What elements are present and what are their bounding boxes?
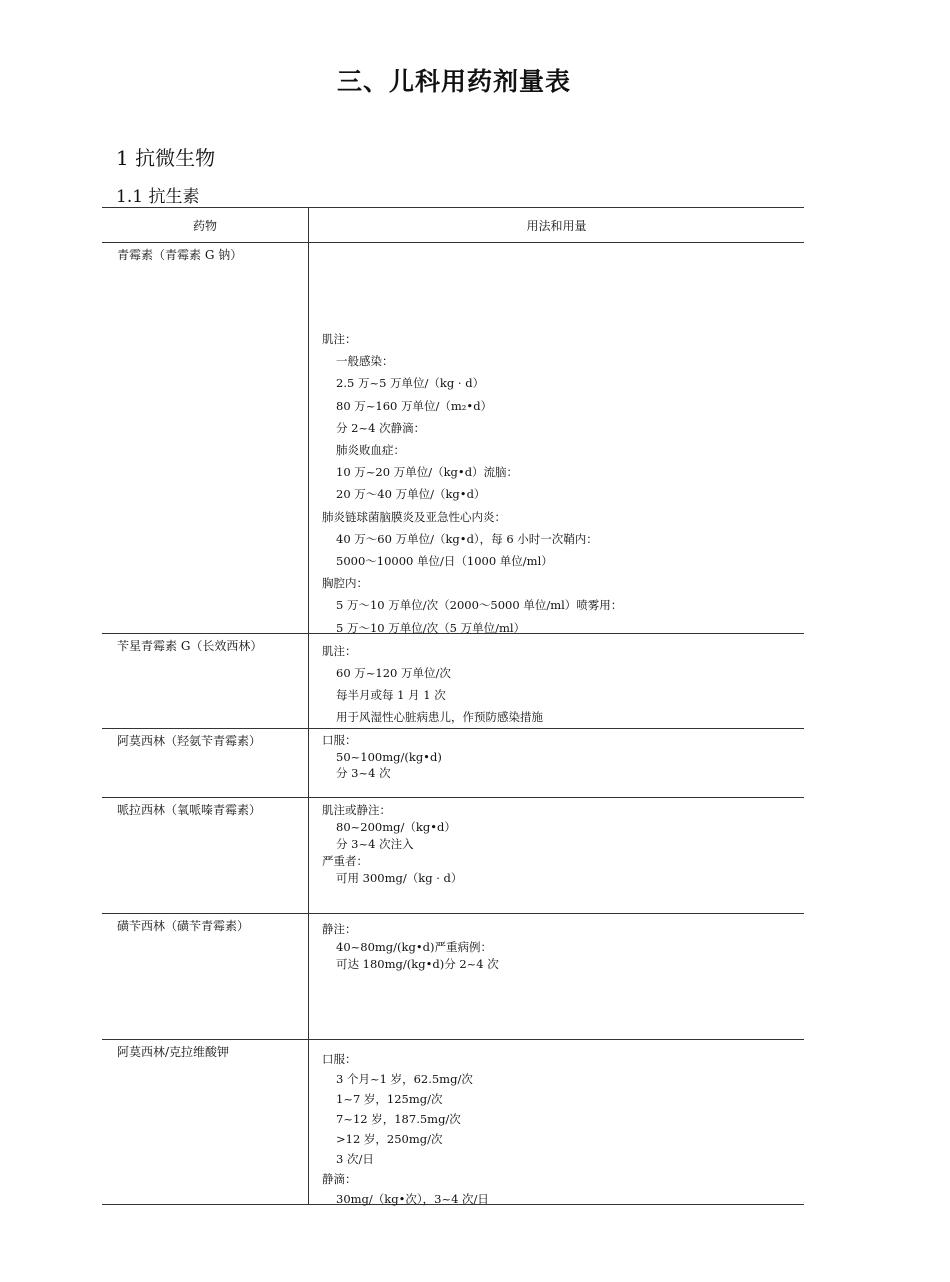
- usage-line: 80 万~160 万单位/（m₂•d）: [336, 398, 493, 413]
- usage-line: 40 万～60 万单位/（kg•d），每 6 小时一次鞘内：: [336, 531, 598, 546]
- usage-line: 口服：: [322, 733, 357, 747]
- usage-line: 30mg/（kg•次），3~4 次/日: [336, 1192, 489, 1206]
- drug-name: 磺苄西林（磺苄青霉素）: [102, 914, 309, 1039]
- usage-line: 分 2~4 次静滴：: [336, 420, 426, 435]
- dosage-table: [102, 207, 804, 1205]
- table-row: [102, 243, 804, 634]
- usage-line: 分 3~4 次: [336, 766, 391, 780]
- usage-line: 3 个月~1 岁，62.5mg/次: [336, 1072, 473, 1086]
- usage-line: 静滴：: [322, 1172, 357, 1186]
- usage-line: 肺炎链球菌脑膜炎及亚急性心内炎：: [322, 509, 506, 524]
- usage-cell: [309, 1040, 804, 1204]
- page-title: 三、儿科用药剂量表: [336, 67, 571, 96]
- usage-line: 80~200mg/（kg•d）: [336, 820, 456, 834]
- usage-line: 2.5 万~5 万单位/（kg · d）: [336, 376, 485, 391]
- usage-line: 5000～10000 单位/日（1000 单位/ml）: [336, 554, 553, 569]
- usage-line: 肌注或静注：: [322, 803, 391, 817]
- usage-line: 肌注：: [322, 644, 357, 658]
- usage-line: 40~80mg/(kg•d)严重病例：: [336, 939, 492, 954]
- usage-line: 胸腔内：: [322, 576, 368, 591]
- usage-line: 50~100mg/(kg•d): [336, 749, 442, 764]
- usage-line: 5 万～10 万单位/次（5 万单位/ml）: [336, 620, 526, 635]
- usage-cell: [309, 798, 804, 913]
- usage-line: 严重者：: [322, 854, 368, 868]
- usage-cell: [309, 634, 804, 728]
- table-row: [102, 634, 804, 729]
- usage-line: 60 万~120 万单位/次: [336, 666, 451, 680]
- usage-line: 分 3~4 次注入: [336, 837, 414, 851]
- usage-line: 3 次/日: [336, 1152, 374, 1166]
- usage-cell: [309, 914, 804, 1039]
- section-title: 1 抗微生物: [116, 146, 216, 170]
- usage-line: 口服：: [322, 1052, 357, 1066]
- usage-line: 可用 300mg/（kg · d）: [336, 871, 463, 885]
- usage-line: 肺炎败血症：: [336, 443, 405, 458]
- table-row: [102, 729, 804, 798]
- usage-line: 可达 180mg/(kg•d)分 2~4 次: [336, 957, 499, 971]
- drug-name: 青霉素（青霉素 G 钠）: [102, 243, 309, 633]
- usage-line: 5 万～10 万单位/次（2000～5000 单位/ml）喷雾用：: [336, 598, 623, 613]
- table-row: [102, 914, 804, 1040]
- usage-line: 一般感染：: [336, 354, 394, 369]
- usage-cell: [309, 243, 804, 633]
- header-drug: 药物: [102, 208, 309, 242]
- usage-line: 静注：: [322, 922, 357, 936]
- usage-line: 10 万~20 万单位/（kg•d）流脑：: [336, 465, 519, 480]
- usage-line: 20 万～40 万单位/（kg•d）: [336, 487, 486, 502]
- drug-name: 阿莫西林（羟氨苄青霉素）: [102, 729, 309, 797]
- subsection-title: 1.1 抗生素: [116, 187, 200, 207]
- header-usage: 用法和用量: [526, 218, 587, 233]
- usage-line: 每半月或每 1 月 1 次: [336, 688, 446, 702]
- usage-line: 1~7 岁，125mg/次: [336, 1092, 443, 1106]
- drug-name: 哌拉西林（氧哌嗪青霉素）: [102, 798, 309, 913]
- usage-line: 7~12 岁，187.5mg/次: [336, 1112, 461, 1126]
- usage-cell: [309, 729, 804, 797]
- usage-line: 用于风湿性心脏病患儿，作预防感染措施: [336, 710, 543, 724]
- drug-name: 苄星青霉素 G（长效西林）: [102, 634, 309, 728]
- table-header: [102, 208, 804, 243]
- usage-line: 肌注：: [322, 332, 357, 346]
- table-row: [102, 798, 804, 914]
- table-row: [102, 1040, 804, 1205]
- usage-line: >12 岁，250mg/次: [336, 1132, 443, 1146]
- drug-name: 阿莫西林/克拉维酸钾: [102, 1040, 309, 1204]
